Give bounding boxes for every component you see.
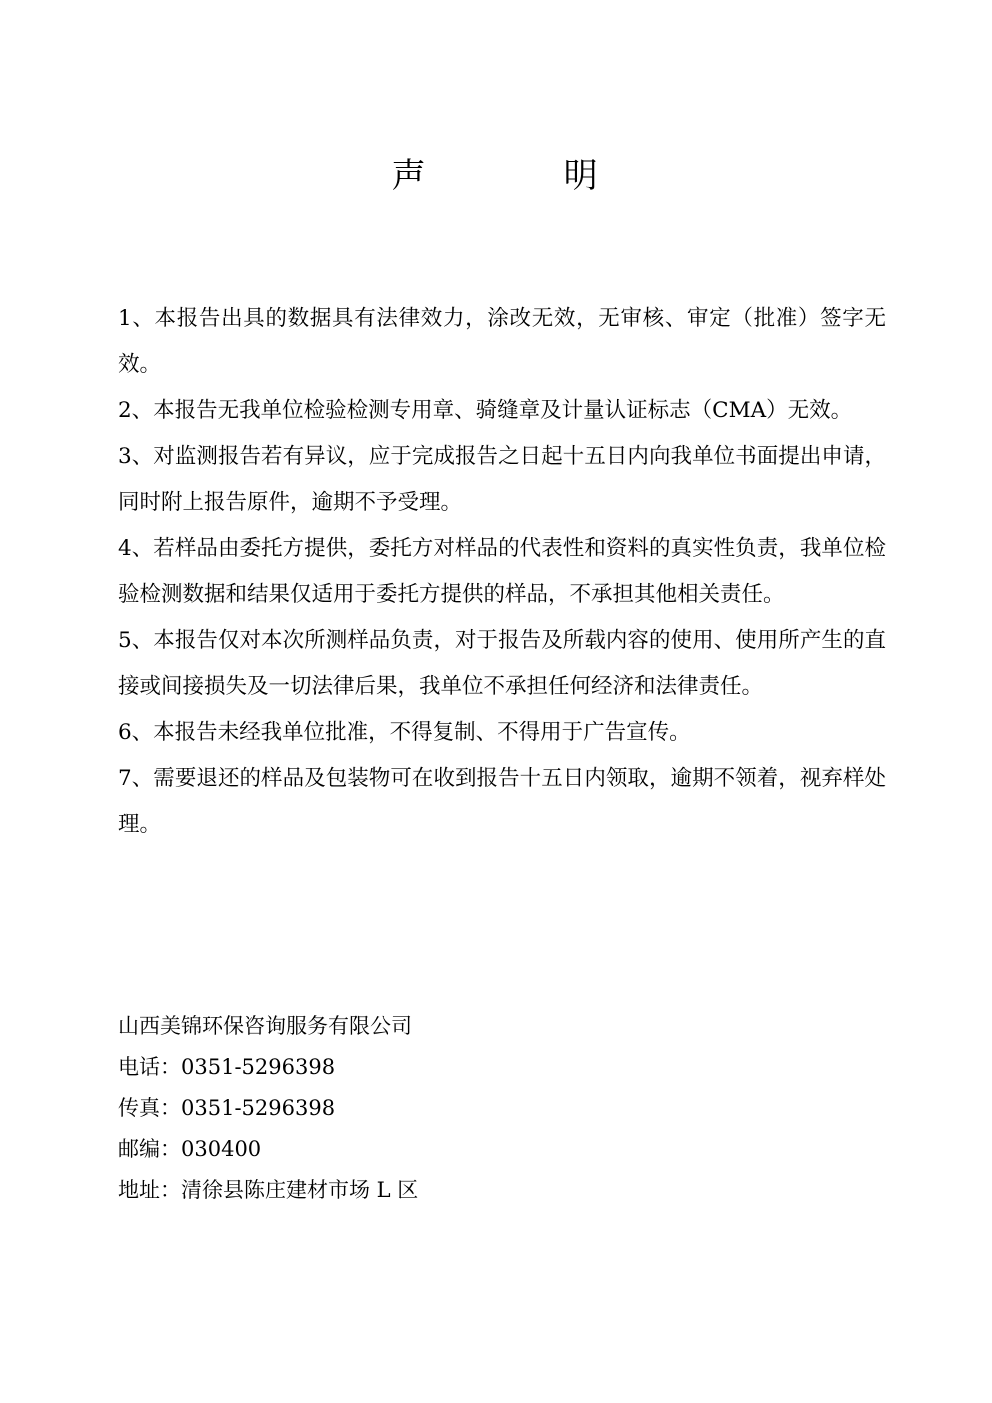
clause-item: 6、本报告未经我单位批准，不得复制、不得用于广告宣传。 <box>118 720 691 745</box>
clause-item: 3、对监测报告若有异议，应于完成报告之日起十五日内向我单位书面提出申请，同时附上报告原件，逾期不予受理。 <box>118 444 886 515</box>
declaration-clauses <box>118 296 886 848</box>
postal-code: 邮编：030400 <box>118 1137 262 1161</box>
company-name: 山西美锦环保咨询服务有限公司 <box>118 1014 412 1038</box>
clause-item: 7、需要退还的样品及包装物可在收到报告十五日内领取，逾期不领着，视弃样处理。 <box>118 766 886 837</box>
clause-item: 5、本报告仅对本次所测样品负责，对于报告及所载内容的使用、使用所产生的直接或间接损失及一切法律后果，我单位不承担任何经济和法律责任。 <box>118 628 886 699</box>
clause-item: 2、本报告无我单位检验检测专用章、骑缝章及计量认证标志（CMA）无效。 <box>118 398 853 423</box>
page-title: 声 明 <box>391 156 601 196</box>
phone-number: 电话：0351-5296398 <box>118 1055 336 1079</box>
clause-item: 4、若样品由委托方提供，委托方对样品的代表性和资料的真实性负责，我单位检验检测数据和结果仅适用于委托方提供的样品，不承担其他相关责任。 <box>118 536 886 607</box>
street-address: 地址：清徐县陈庄建材市场 L 区 <box>118 1178 419 1202</box>
contact-information <box>118 1006 886 1211</box>
clause-item: 1、本报告出具的数据具有法律效力，涂改无效，无审核、审定（批准）签字无效。 <box>118 306 886 377</box>
fax-number: 传真：0351-5296398 <box>118 1096 336 1120</box>
